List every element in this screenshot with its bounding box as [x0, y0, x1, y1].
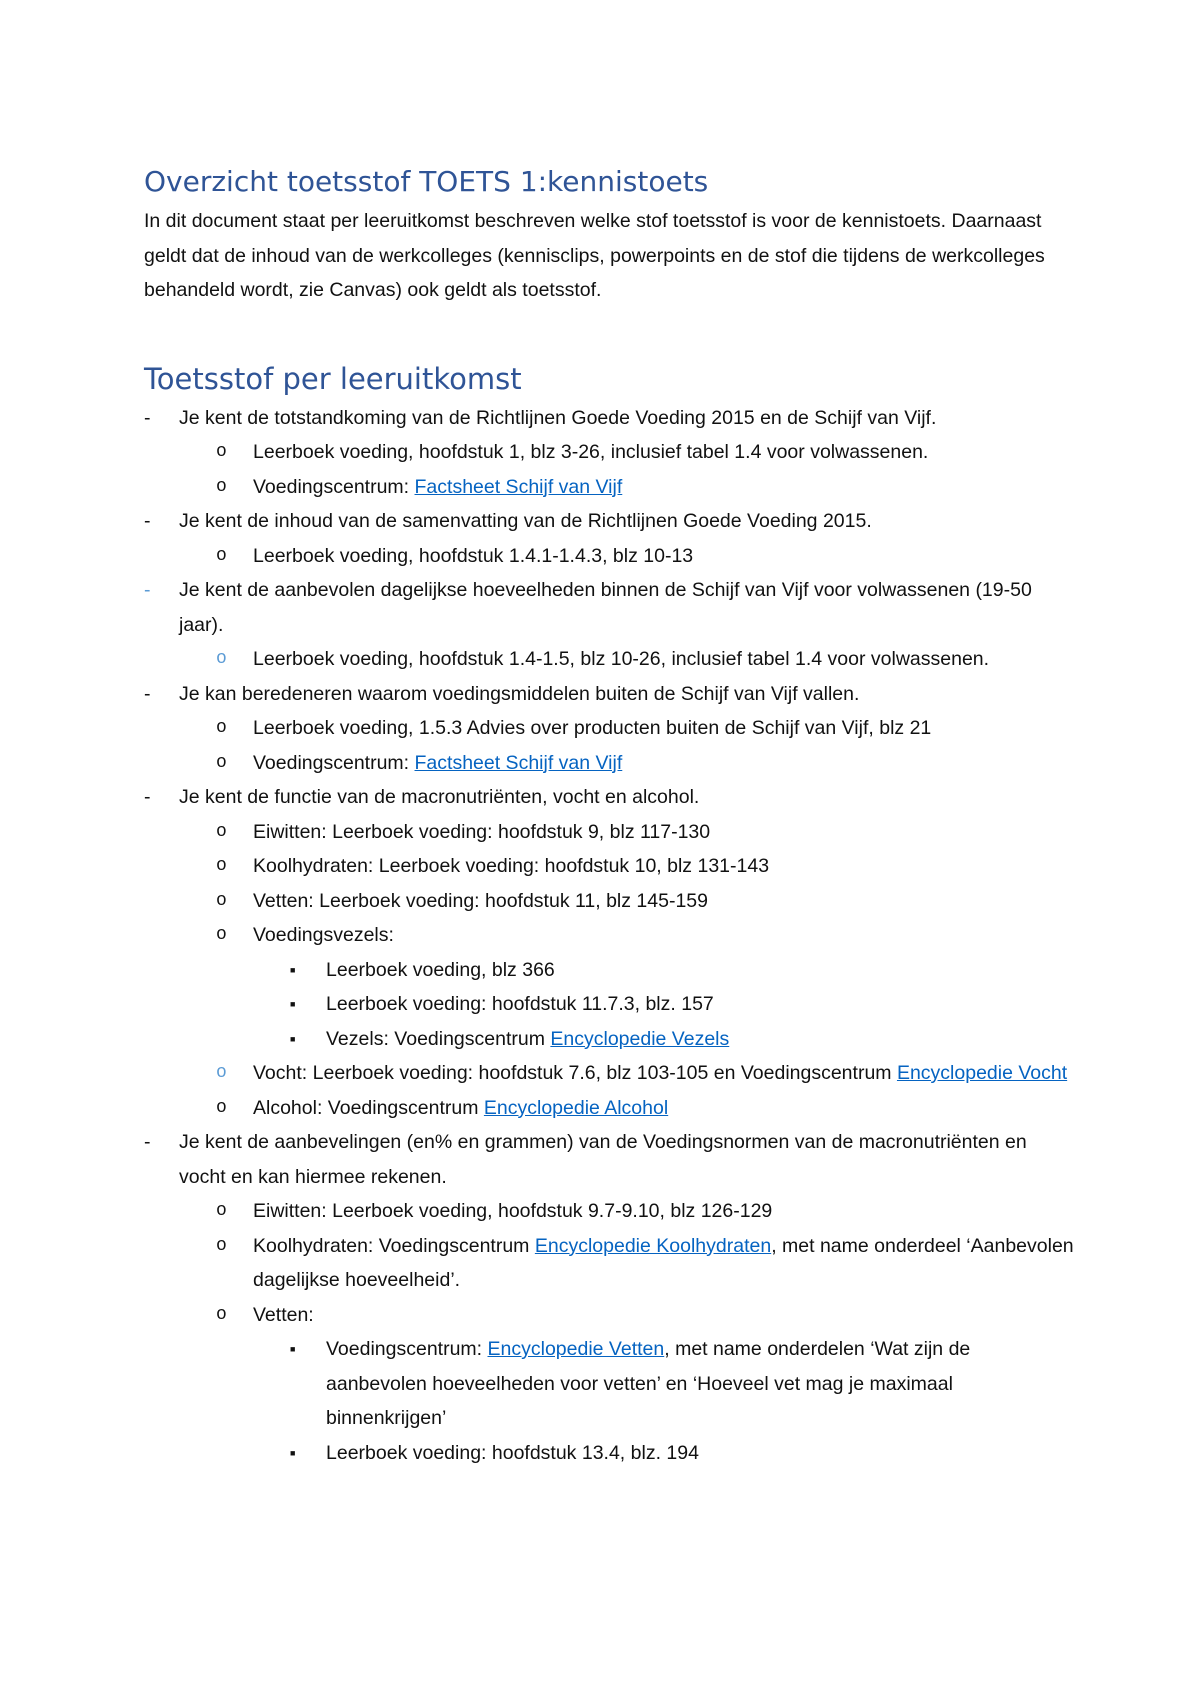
source-item — [144, 1298, 1074, 1333]
square-bullet-icon: ■ — [290, 964, 296, 975]
circle-bullet-icon: o — [216, 752, 227, 773]
encyclopedie-koolhydraten-link[interactable]: Encyclopedie Koolhydraten — [534, 1234, 772, 1257]
sub-source-item — [144, 1332, 1074, 1436]
source-item — [144, 884, 1074, 919]
square-bullet-icon: ■ — [290, 1344, 296, 1354]
sub-source-item — [144, 1022, 1074, 1057]
source-text: Alcohol: Voedingscentrum — [253, 1096, 484, 1119]
dash-bullet: - — [144, 682, 151, 705]
source-text: Voedingscentrum: — [253, 475, 415, 498]
factsheet-schijf-van-vijf-link[interactable]: Factsheet Schijf van Vijf — [414, 475, 623, 498]
source-item — [144, 1056, 1074, 1091]
source-text: Leerboek voeding, 1.5.3 Advies over producten buiten de Schijf van Vijf, blz 21 — [253, 717, 932, 739]
sub-source-item — [144, 1436, 1074, 1471]
circle-bullet-icon: o — [216, 1235, 227, 1256]
circle-bullet-icon: o — [216, 1304, 227, 1325]
source-text: Leerboek voeding, blz 366 — [326, 958, 555, 981]
source-item — [144, 1091, 1074, 1126]
circle-bullet-icon: o — [216, 821, 227, 842]
circle-bullet-icon: o — [216, 856, 227, 876]
page-title: Overzicht toetsstof TOETS 1:kennistoets — [144, 165, 709, 198]
source-item — [144, 435, 1074, 470]
sub-source-item — [144, 987, 1074, 1022]
circle-bullet-icon: o — [216, 476, 227, 497]
dash-bullet: - — [144, 579, 151, 601]
source-text: Vetten: — [253, 1303, 314, 1326]
circle-bullet-icon: o — [216, 718, 227, 738]
square-bullet-icon: ■ — [290, 999, 296, 1009]
source-item — [144, 918, 1074, 953]
outcome-item — [144, 573, 1074, 642]
circle-bullet-icon: o — [216, 1063, 227, 1083]
circle-bullet-icon: o — [216, 649, 227, 669]
outcome-text: Je kent de functie van de macronutriënten, vocht en alcohol. — [179, 786, 700, 808]
circle-bullet-icon: o — [216, 442, 227, 462]
circle-bullet-icon: o — [216, 545, 227, 566]
source-text: Koolhydraten: Voedingscentrum — [253, 1234, 535, 1257]
document-body — [144, 160, 1074, 1470]
source-text: Koolhydraten: Leerboek voeding: hoofdstuk 10, blz 131-143 — [253, 855, 770, 877]
sub-source-item — [144, 953, 1074, 988]
source-item — [144, 815, 1074, 850]
source-text: Eiwitten: Leerboek voeding: hoofdstuk 9, blz 117-130 — [253, 820, 711, 843]
dash-bullet: - — [144, 510, 151, 532]
encyclopedie-vetten-link[interactable]: Encyclopedie Vetten — [487, 1338, 665, 1360]
source-item — [144, 711, 1074, 746]
source-text: Vezels: Voedingscentrum — [326, 1027, 551, 1050]
outcome-text: Je kent de inhoud van de samenvatting van de Richtlijnen Goede Voeding 2015. — [179, 510, 872, 532]
dash-bullet: - — [144, 406, 151, 429]
circle-bullet-icon: o — [216, 1097, 227, 1118]
circle-bullet-icon: o — [216, 925, 227, 945]
source-text: Leerboek voeding: hoofdstuk 13.4, blz. 194 — [326, 1441, 699, 1464]
source-item — [144, 1229, 1074, 1298]
outcome-text: Je kan beredeneren waarom voedingsmiddelen buiten de Schijf van Vijf vallen. — [179, 682, 860, 705]
outcome-item — [144, 677, 1074, 712]
encyclopedie-vezels-link[interactable]: Encyclopedie Vezels — [550, 1027, 730, 1050]
intro-paragraph: In dit document staat per leeruitkomst beschreven welke stof toetsstof is voor de kennistoets. Daarnaast geldt dat de inhoud van de werkcolleges (kennisclips, powerpoints en de stof die tijdens de werkcolleges behandeld wordt, zie Canvas) ook geldt als toetsstof. — [144, 210, 1045, 301]
source-text: Leerboek voeding, hoofdstuk 1.4.1-1.4.3, blz 10-13 — [253, 544, 694, 567]
source-item — [144, 470, 1074, 505]
source-text: Leerboek voeding: hoofdstuk 11.7.3, blz. 157 — [326, 993, 714, 1015]
outcome-text: Je kent de totstandkoming van de Richtlijnen Goede Voeding 2015 en de Schijf van Vijf. — [179, 406, 937, 429]
source-text: Leerboek voeding, hoofdstuk 1.4-1.5, blz 10-26, inclusief tabel 1.4 voor volwassenen. — [253, 648, 990, 670]
source-item — [144, 849, 1074, 884]
source-text: Vocht: Leerboek voeding: hoofdstuk 7.6, blz 103-105 en Voedingscentrum — [253, 1062, 897, 1084]
square-bullet-icon: ■ — [290, 1033, 296, 1044]
factsheet-schijf-van-vijf-link[interactable]: Factsheet Schijf van Vijf — [414, 751, 623, 774]
dash-bullet: - — [144, 786, 151, 808]
source-item — [144, 1194, 1074, 1229]
encyclopedie-vocht-link[interactable]: Encyclopedie Vocht — [896, 1062, 1068, 1084]
square-bullet-icon: ■ — [290, 1447, 296, 1458]
dash-bullet: - — [144, 1131, 151, 1153]
source-text: Voedingscentrum: — [253, 751, 415, 774]
encyclopedie-alcohol-link[interactable]: Encyclopedie Alcohol — [483, 1096, 669, 1119]
source-text: Leerboek voeding, hoofdstuk 1, blz 3-26, inclusief tabel 1.4 voor volwassenen. — [253, 441, 929, 463]
circle-bullet-icon: o — [216, 1201, 227, 1221]
source-text-suffix: , met name onderdeel ‘Aanbevolen dagelijkse hoeveelheid’. — [253, 1234, 1074, 1291]
circle-bullet-icon: o — [216, 890, 227, 911]
source-text: Voedingscentrum: — [326, 1338, 488, 1360]
outcome-item — [144, 1125, 1074, 1194]
outcome-text: Je kent de aanbevelingen (en% en grammen) van de Voedingsnormen van de macronutriënten en vocht en kan hiermee rekenen. — [179, 1131, 1027, 1188]
section-heading: Toetsstof per leeruitkomst — [144, 361, 522, 396]
outcome-item — [144, 401, 1074, 436]
outcome-item — [144, 780, 1074, 815]
source-text: Voedingsvezels: — [253, 924, 394, 946]
source-item — [144, 746, 1074, 781]
outcome-text: Je kent de aanbevolen dagelijkse hoeveelheden binnen de Schijf van Vijf voor volwassenen (19-50 jaar). — [179, 579, 1032, 636]
source-text: Eiwitten: Leerboek voeding, hoofdstuk 9.7-9.10, blz 126-129 — [253, 1200, 773, 1222]
source-item — [144, 642, 1074, 677]
source-item — [144, 539, 1074, 574]
source-text-suffix: , met name onderdelen ‘Wat zijn de aanbevolen hoeveelheden voor vetten’ en ‘Hoeveel vet mag je maximaal binnenkrijgen’ — [326, 1338, 971, 1429]
source-text: Vetten: Leerboek voeding: hoofdstuk 11, blz 145-159 — [253, 889, 708, 912]
outcome-item — [144, 504, 1074, 539]
